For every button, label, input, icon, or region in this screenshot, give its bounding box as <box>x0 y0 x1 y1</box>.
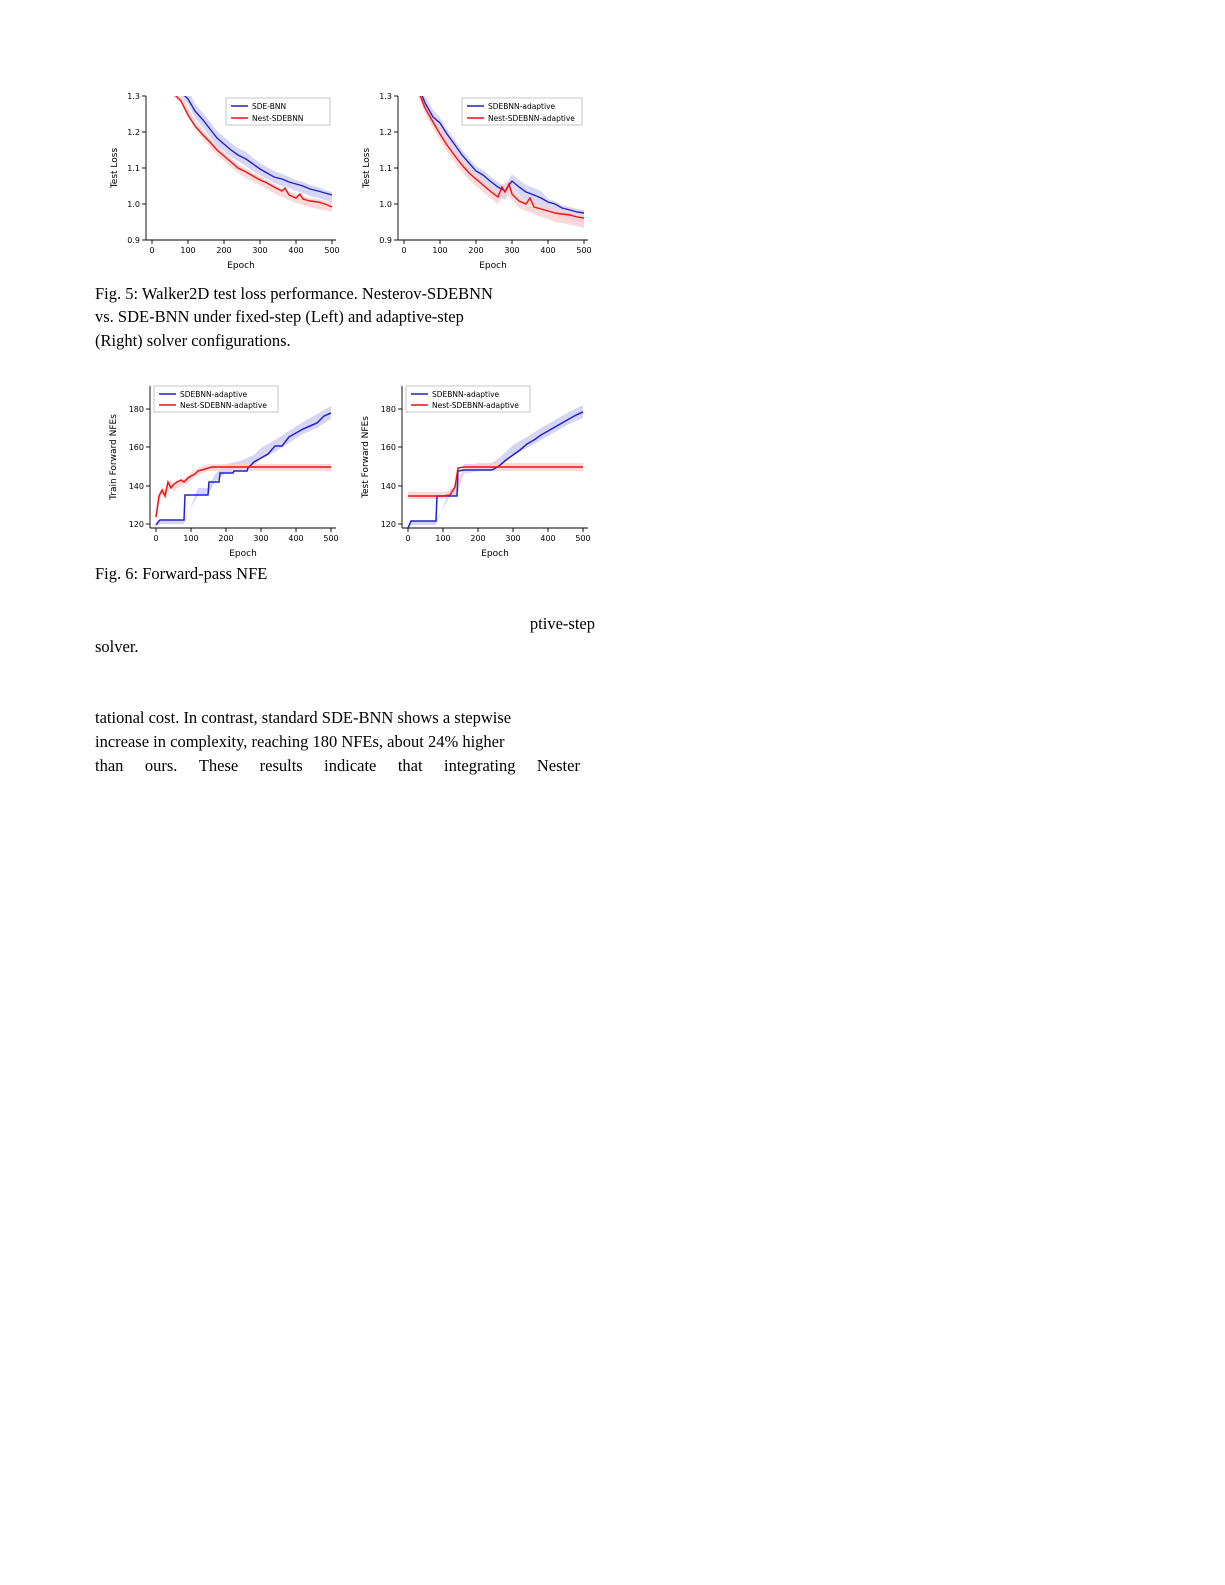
svg-text:Epoch: Epoch <box>229 549 257 559</box>
body-word: These <box>198 755 239 775</box>
svg-text:0.9: 0.9 <box>379 236 392 245</box>
svg-text:Nest-SDEBNN-adaptive: Nest-SDEBNN-adaptive <box>488 114 575 123</box>
body-line-text: increase in complexity, reaching 180 NFEs, about 24% higher <box>95 731 505 751</box>
svg-text:Nest-SDEBNN: Nest-SDEBNN <box>252 114 304 123</box>
svg-text:200: 200 <box>218 534 234 543</box>
svg-text:500: 500 <box>323 534 339 543</box>
figure-5-plots <box>100 88 610 278</box>
svg-text:400: 400 <box>540 246 556 255</box>
fig6-right-chart <box>352 378 604 563</box>
svg-text:400: 400 <box>288 246 304 255</box>
caption-line <box>95 282 595 305</box>
svg-text:Nest-SDEBNN-adaptive: Nest-SDEBNN-adaptive <box>180 401 267 410</box>
svg-text:100: 100 <box>432 246 448 255</box>
body-word: than <box>95 755 124 775</box>
body-paragraph <box>95 706 595 777</box>
caption-word: (Right) solver configurations. <box>95 330 291 350</box>
svg-text:0: 0 <box>149 246 155 255</box>
svg-text:400: 400 <box>540 534 556 543</box>
caption-word: ptive-step <box>529 614 595 633</box>
svg-text:SDEBNN-adaptive: SDEBNN-adaptive <box>180 390 248 399</box>
svg-text:0.9: 0.9 <box>127 236 140 245</box>
fig5-right-chart <box>352 88 604 278</box>
svg-text:120: 120 <box>128 520 144 529</box>
svg-text:0: 0 <box>401 246 407 255</box>
svg-text:200: 200 <box>468 246 484 255</box>
fig5-right-legend <box>462 98 582 125</box>
svg-text:1.2: 1.2 <box>379 128 392 137</box>
svg-text:160: 160 <box>380 443 396 452</box>
svg-text:140: 140 <box>128 482 144 491</box>
fig6-left-chart <box>100 378 352 563</box>
body-word: that <box>397 755 423 775</box>
svg-text:100: 100 <box>183 534 199 543</box>
svg-text:Test Forward NFEs: Test Forward NFEs <box>361 416 371 498</box>
caption-word: vs. SDE-BNN under fixed-step (Left) and adaptive-step <box>95 307 464 327</box>
figure-5-caption <box>95 282 595 352</box>
svg-text:100: 100 <box>180 246 196 255</box>
caption-word: Fig. 5: Walker2D test loss performance. Nesterov-SDEBNN <box>95 284 493 303</box>
body-word: Nester <box>536 755 580 775</box>
svg-text:160: 160 <box>128 443 144 452</box>
svg-text:Nest-SDEBNN-adaptive: Nest-SDEBNN-adaptive <box>432 401 519 410</box>
figure-6-caption <box>95 562 595 585</box>
body-line <box>95 754 580 778</box>
svg-text:SDEBNN-adaptive: SDEBNN-adaptive <box>488 102 556 111</box>
caption-line <box>95 562 595 585</box>
svg-text:1.0: 1.0 <box>127 200 140 209</box>
caption-word: solver. <box>95 637 139 657</box>
svg-text:300: 300 <box>253 534 269 543</box>
figure-6-plots <box>100 378 610 563</box>
fig5-left-chart <box>100 88 352 278</box>
caption-line <box>95 329 595 352</box>
svg-text:180: 180 <box>128 405 144 414</box>
caption-line <box>95 305 595 328</box>
svg-text:0: 0 <box>405 534 411 543</box>
svg-text:140: 140 <box>380 482 396 491</box>
svg-text:500: 500 <box>324 246 340 255</box>
body-line <box>95 706 595 730</box>
fig6-left-svg <box>100 378 352 563</box>
fig6-right-svg <box>352 378 604 563</box>
svg-text:1.1: 1.1 <box>379 164 392 173</box>
svg-text:500: 500 <box>576 246 592 255</box>
body-word: results <box>259 755 303 775</box>
svg-text:200: 200 <box>470 534 486 543</box>
fig5-left-svg <box>100 88 352 278</box>
svg-text:1.2: 1.2 <box>127 128 140 137</box>
caption-fragment-left <box>95 635 595 658</box>
svg-text:400: 400 <box>288 534 304 543</box>
svg-text:0: 0 <box>153 534 159 543</box>
svg-text:500: 500 <box>575 534 591 543</box>
body-line-text: tational cost. In contrast, standard SDE-BNN shows a stepwise <box>95 708 512 727</box>
svg-text:300: 300 <box>505 534 521 543</box>
svg-text:Epoch: Epoch <box>479 261 507 271</box>
svg-text:SDE-BNN: SDE-BNN <box>252 102 287 111</box>
svg-text:180: 180 <box>380 405 396 414</box>
svg-text:120: 120 <box>380 520 396 529</box>
svg-text:Train Forward NFEs: Train Forward NFEs <box>109 414 119 500</box>
svg-text:300: 300 <box>504 246 520 255</box>
svg-text:SDEBNN-adaptive: SDEBNN-adaptive <box>432 390 500 399</box>
figure-6-caption-tail <box>95 612 595 659</box>
fig6-right-legend <box>406 386 530 412</box>
svg-text:1.0: 1.0 <box>379 200 392 209</box>
fig5-left-legend <box>226 98 330 125</box>
body-word: indicate <box>324 755 377 775</box>
svg-text:Test Loss: Test Loss <box>110 147 120 189</box>
body-word: integrating <box>443 755 516 775</box>
caption-fragment-right <box>95 612 595 635</box>
svg-text:100: 100 <box>435 534 451 543</box>
fig5-right-svg <box>352 88 604 278</box>
svg-text:300: 300 <box>252 246 268 255</box>
svg-text:200: 200 <box>216 246 232 255</box>
svg-text:1.3: 1.3 <box>379 92 392 101</box>
body-word: ours. <box>144 755 178 775</box>
svg-text:1.3: 1.3 <box>127 92 140 101</box>
svg-text:Test Loss: Test Loss <box>362 147 372 189</box>
svg-text:Epoch: Epoch <box>227 261 255 271</box>
caption-word: Fig. 6: Forward-pass NFE <box>95 564 268 583</box>
fig6-left-legend <box>154 386 278 412</box>
svg-text:Epoch: Epoch <box>481 549 509 559</box>
svg-text:1.1: 1.1 <box>127 164 140 173</box>
body-line <box>95 730 595 754</box>
